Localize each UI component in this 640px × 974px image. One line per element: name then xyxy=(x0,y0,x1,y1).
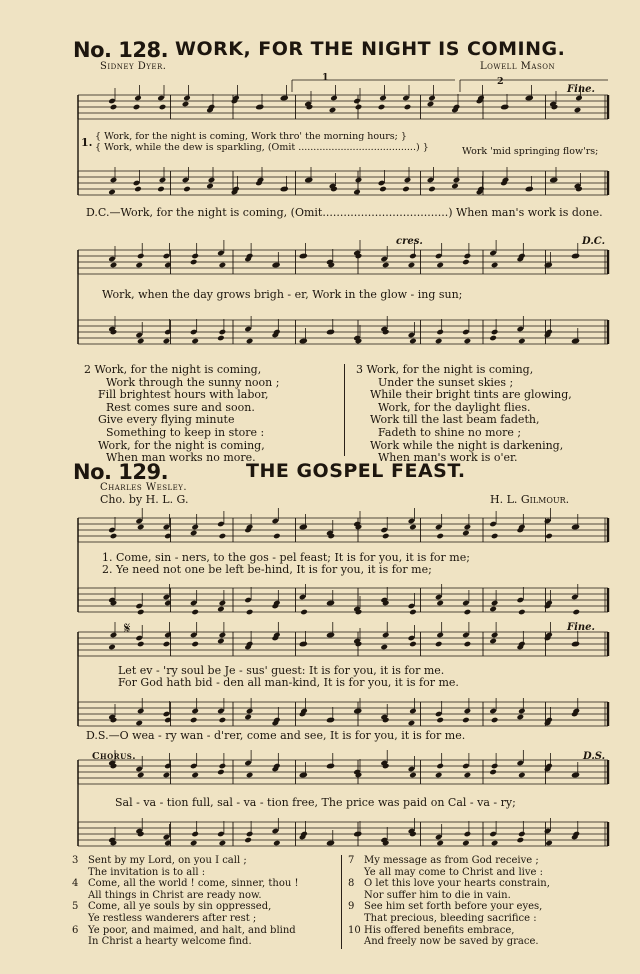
dc-line-128: D.C.—Work, for the night is coming, (Omit....................................) When man's work is done. xyxy=(86,206,603,219)
lyric-line-2-end-128: Work 'mid springing flow'rs; xyxy=(462,146,599,157)
segno-mark: 𝄋 xyxy=(124,619,131,637)
author-129: Charles Wesley. xyxy=(100,482,188,493)
lyric-line-1-129: 1. Come, sin - ners, to the gos - pel feast; It is for you, it is for me; xyxy=(102,551,470,564)
chorus-credit-129: Cho. by H. L. G. xyxy=(100,493,189,506)
ds-mark-129: D.S. xyxy=(583,751,606,762)
ending-1-label: 1 xyxy=(322,72,330,83)
fine-mark-128: Fine. xyxy=(567,84,596,95)
ending-2-label: 2 xyxy=(497,76,505,87)
dc-mark-128: D.C. xyxy=(582,236,606,247)
cres-mark: cres. xyxy=(396,236,423,247)
hymn-number-129: No. 129. xyxy=(73,460,169,484)
lyric-line-2-128: { Work, while the dew is sparkling, (Omit .......................................) } xyxy=(95,142,429,153)
lyric-line-1-128: { Work, for the night is coming, Work thro' the morning hours; } xyxy=(95,131,407,142)
hymn-number-128: No. 128. xyxy=(73,38,169,62)
hymn-title-129: THE GOSPEL FEAST. xyxy=(246,460,466,482)
verses-right-129: 7 My message as from God receive ; Ye all may come to Christ and live : 8 O let this love your hearts constrain, Nor suffer him to die in vain. 9 See him set forth before your eyes, That precious, bleeding sacrifice : 10 His offered benefits embrace, And freely now be saved by grace. xyxy=(348,855,550,948)
lyric-line-3-129: Let ev - 'ry soul be Je - sus' guest: It is for you, it is for me. xyxy=(118,664,445,677)
chorus-mark: Chorus. xyxy=(92,751,137,762)
verse-number-128: 1. xyxy=(81,136,93,149)
lyric-chorus-129: Sal - va - tion full, sal - va - tion free, The price was paid on Cal - va - ry; xyxy=(115,796,516,809)
lyric-line-2-129: 2. Ye need not one be left be-hind, It is for you, it is for me; xyxy=(102,563,432,576)
verse-2-128: 2 Work, for the night is coming, Work through the sunny noon ; Fill brightest hours with labor, Rest comes sure and soon. Give every flying minute Something to keep in store : Work, for the night is coming, When man works no more. xyxy=(84,363,280,465)
hymn-title-128: WORK, FOR THE NIGHT IS COMING. xyxy=(175,38,566,60)
author-128: Sidney Dyer. xyxy=(100,61,167,72)
composer-129: H. L. Gilmour. xyxy=(490,493,570,506)
ds-line-129: D.S.—O wea - ry wan - d'rer, come and see, It is for you, it is for me. xyxy=(86,729,466,742)
composer-128: Lowell Mason xyxy=(480,61,556,72)
verses-left-129: 3 Sent by my Lord, on you I call ; The invitation is to all : 4 Come, all the world ! come, sinner, thou ! All things in Christ are ready now. 5 Come, all ye souls by sin oppressed, Ye restless wanderers after rest ; 6 Ye poor, and maimed, and halt, and blind In Christ a hearty welcome find. xyxy=(72,855,299,948)
verse-divider-129 xyxy=(341,855,342,949)
lyric-line-4-129: For God hath bid - den all man-kind, It is for you, it is for me. xyxy=(118,676,459,689)
verse-3-128: 3 Work, for the night is coming, Under the sunset skies ; While their bright tints are glowing, Work, for the daylight flies. Work till the last beam fadeth, Fadeth to shine no more ; Work while the night is darkening, When man's work is o'er. xyxy=(356,363,572,465)
fine-mark-129: Fine. xyxy=(567,622,596,633)
verse-divider-128 xyxy=(344,364,345,456)
lyric-line-3-128: Work, when the day grows brigh - er, Work in the glow - ing sun; xyxy=(102,288,463,301)
